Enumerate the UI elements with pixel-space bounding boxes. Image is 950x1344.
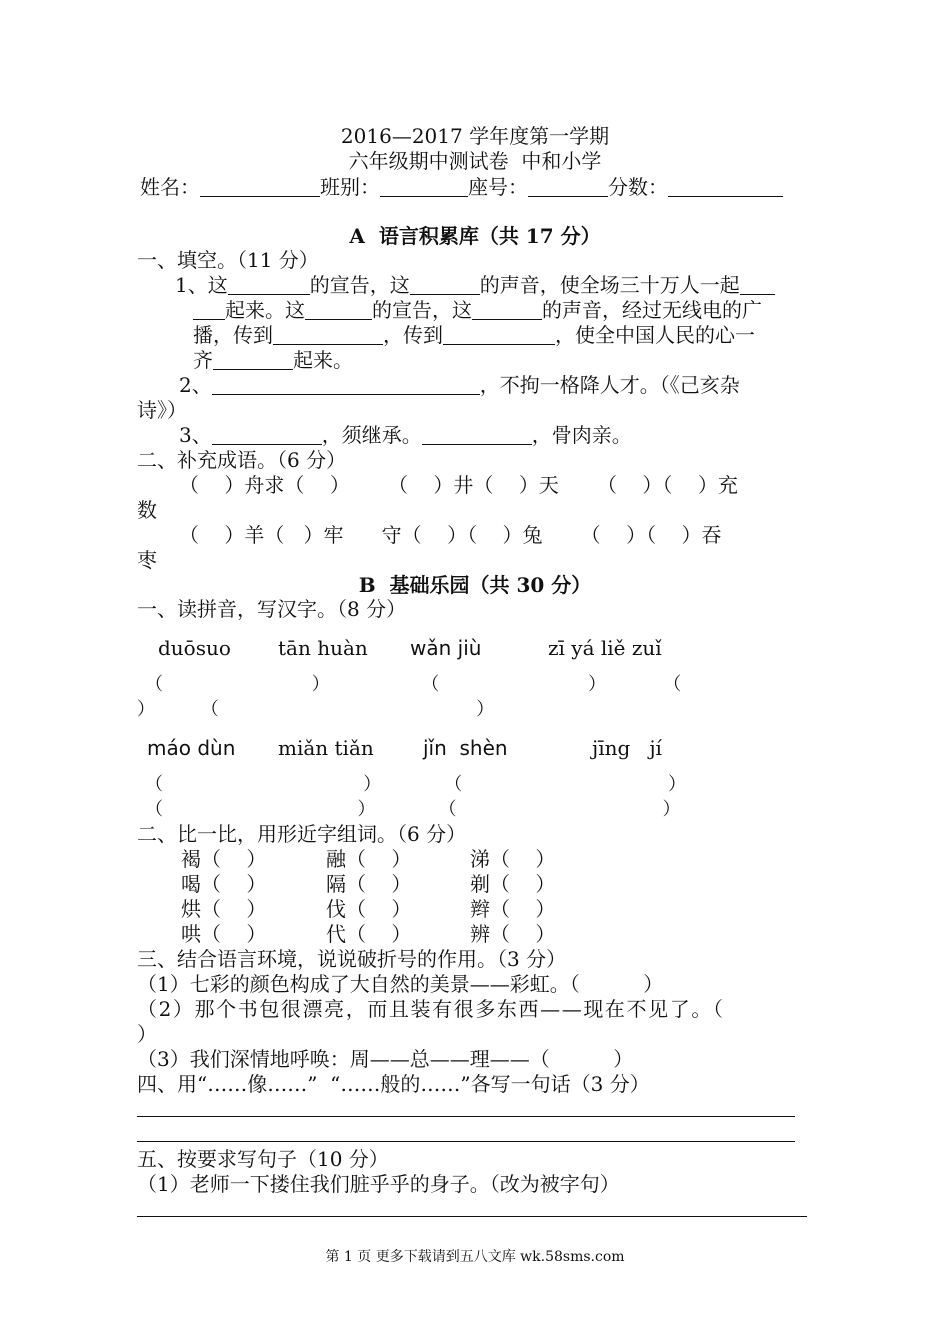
pinyin-5: máo dùn <box>147 736 236 760</box>
section-a-title: A 语言积累库（共 17 分） <box>349 224 601 248</box>
dash-sentence-1[interactable]: （1）七彩的颜色构成了大自然的美景——彩虹。（ ） <box>137 972 664 996</box>
fill-text: ，须继承。 <box>321 423 422 447</box>
question-b4-title: 四、用“……像……” “……般的……”各写一句话（3 分） <box>137 1072 650 1096</box>
idiom-row-1-cont: 数 <box>137 498 157 522</box>
fill-blank[interactable] <box>193 301 225 320</box>
question-b2-title: 二、比一比，用形近字组词。（6 分） <box>137 822 467 846</box>
answer-paren-row-1b[interactable]: ） （ ） <box>137 699 495 720</box>
section-b-title: B 基础乐园（共 30 分） <box>358 573 592 597</box>
pinyin-3: wǎn jiù <box>410 636 482 660</box>
fill-blank[interactable] <box>740 276 775 295</box>
seat-blank[interactable] <box>528 178 608 197</box>
exam-year-title: 2016—2017 学年度第一学期 <box>340 124 610 148</box>
fill-text: 的声音，经过无线电的广 <box>542 298 762 322</box>
seat-label: 座号： <box>468 175 528 199</box>
fill-text: ，传到 <box>383 323 443 347</box>
idiom-row-2[interactable]: （ ）羊（ ）牢 守（ ）（ ）兔 （ ）（ ）吞 <box>179 523 722 547</box>
class-label: 班别： <box>320 175 380 199</box>
fill-item-1-line-2 <box>193 298 762 323</box>
char-cell[interactable]: 代（ ） <box>326 922 412 946</box>
idiom-row-2-cont: 枣 <box>137 548 157 572</box>
question-b3-title: 三、结合语言环境，说说破折号的作用。（3 分） <box>137 947 567 971</box>
pinyin-8: jīng jí <box>592 736 662 760</box>
answer-paren-row-2a[interactable]: （ ） （ ） <box>145 774 687 795</box>
fill-text: 的宣告，这 <box>372 298 472 322</box>
fill-text: 1、这 <box>175 273 228 297</box>
answer-paren-row-1a[interactable]: （ ） （ ） （ <box>145 674 682 695</box>
fill-blank[interactable] <box>228 276 310 295</box>
fill-blank[interactable] <box>410 276 480 295</box>
answer-line[interactable] <box>137 1116 795 1117</box>
char-cell[interactable]: 剃（ ） <box>470 872 556 896</box>
char-cell[interactable]: 隔（ ） <box>326 872 412 896</box>
page-footer: 第 1 页 更多下载请到五八文库 wk.58sms.com <box>325 1249 625 1265</box>
fill-blank[interactable] <box>472 301 542 320</box>
fill-item-1-line-1 <box>175 273 775 298</box>
char-cell[interactable]: 褐（ ） <box>181 847 267 871</box>
exam-subtitle: 六年级期中测试卷 中和小学 <box>348 149 602 173</box>
fill-blank[interactable] <box>213 351 293 370</box>
fill-blank[interactable] <box>422 426 532 445</box>
fill-text: 齐 <box>193 348 213 372</box>
fill-text: 播，传到 <box>193 323 273 347</box>
fill-text: ，使全中国人民的心一 <box>555 323 755 347</box>
fill-blank[interactable] <box>212 376 480 395</box>
fill-blank[interactable] <box>212 426 322 445</box>
fill-item-2-cont: 诗》） <box>137 398 187 422</box>
name-label: 姓名： <box>140 175 200 199</box>
dash-sentence-2[interactable]: （2）那个书包很漂亮，而且装有很多东西——现在不见了。（ <box>137 997 725 1021</box>
idiom-row-1[interactable]: （ ）舟求（ ） （ ）井（ ）天 （ ）（ ）充 <box>179 473 738 497</box>
fill-blank[interactable] <box>305 301 372 320</box>
pinyin-2: tān huàn <box>278 636 368 660</box>
score-label: 分数： <box>608 175 668 199</box>
char-cell[interactable]: 烘（ ） <box>181 897 267 921</box>
question-a1-title: 一、填空。（11 分） <box>137 248 319 272</box>
fill-blank[interactable] <box>443 326 555 345</box>
pinyin-4: zī yá liě zuǐ <box>548 636 662 660</box>
fill-blank[interactable] <box>273 326 383 345</box>
char-cell[interactable]: 伐（ ） <box>326 897 412 921</box>
fill-text: 2、 <box>179 373 212 397</box>
rewrite-sentence-1: （1）老师一下搂住我们脏乎乎的身子。（改为被字句） <box>137 1172 620 1196</box>
score-blank[interactable] <box>668 178 783 197</box>
char-cell[interactable]: 辨（ ） <box>470 922 556 946</box>
fill-item-1-line-3 <box>193 323 755 348</box>
question-b5-title: 五、按要求写句子（10 分） <box>137 1147 389 1171</box>
name-blank[interactable] <box>200 178 320 197</box>
answer-line[interactable] <box>137 1216 807 1217</box>
dash-sentence-2-cont: ） <box>137 1022 157 1046</box>
question-a2-title: 二、补充成语。（6 分） <box>137 448 347 472</box>
question-b1-title: 一、读拼音，写汉字。（8 分） <box>137 597 407 621</box>
char-cell[interactable]: 融（ ） <box>326 847 412 871</box>
answer-paren-row-2b[interactable]: （ ） （ ） <box>145 799 681 820</box>
answer-line[interactable] <box>137 1141 795 1142</box>
char-cell[interactable]: 涕（ ） <box>470 847 556 871</box>
fill-text: 起来。这 <box>225 298 305 322</box>
char-cell[interactable]: 辫（ ） <box>470 897 556 921</box>
class-blank[interactable] <box>380 178 468 197</box>
student-info-line <box>140 175 783 200</box>
fill-item-2 <box>179 373 740 398</box>
dash-sentence-3[interactable]: （3）我们深情地呼唤：周——总——理——（ ） <box>137 1047 634 1071</box>
fill-text: ，不拘一格降人才。（《己亥杂 <box>479 373 740 397</box>
fill-text: 的宣告，这 <box>309 273 410 297</box>
char-cell[interactable]: 哄（ ） <box>181 922 267 946</box>
fill-item-3 <box>179 423 632 448</box>
fill-item-1-line-4 <box>193 348 353 373</box>
fill-text: 起来。 <box>293 348 353 372</box>
pinyin-1: duōsuo <box>158 636 231 660</box>
fill-text: 3、 <box>179 423 212 447</box>
pinyin-7: jǐn shèn <box>423 736 508 760</box>
fill-text: ，骨肉亲。 <box>531 423 632 447</box>
fill-text: 的声音，使全场三十万人一起 <box>479 273 740 297</box>
pinyin-6: miǎn tiǎn <box>278 736 374 760</box>
char-cell[interactable]: 喝（ ） <box>181 872 267 896</box>
